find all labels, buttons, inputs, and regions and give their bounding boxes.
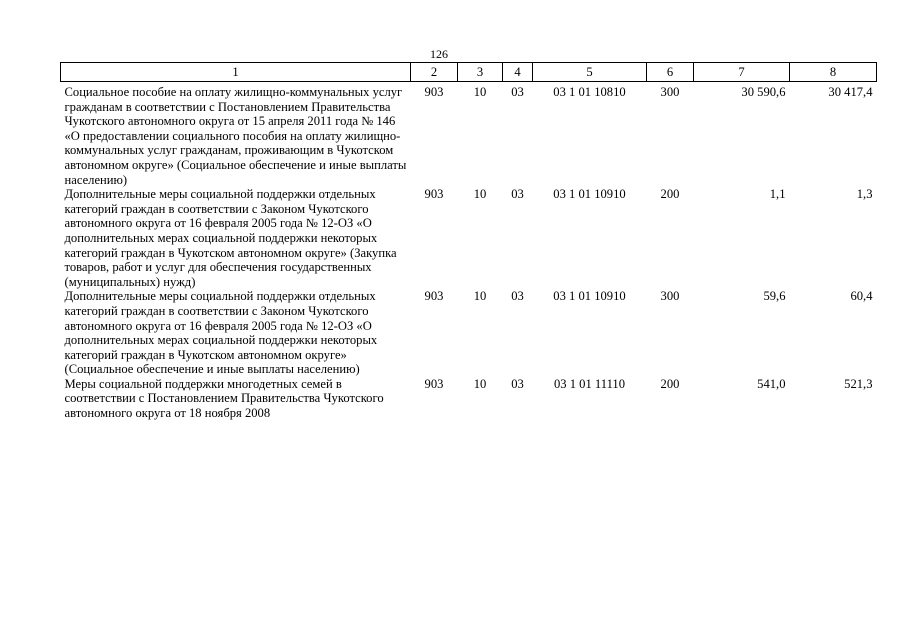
column-header: 7 [694, 63, 790, 82]
column-header: 8 [790, 63, 877, 82]
target-article-code: 03 1 01 10810 [553, 85, 626, 99]
section-code: 10 [473, 85, 487, 99]
ministry-code: 903 [424, 376, 444, 391]
column-header: 2 [411, 63, 458, 82]
page-number: 126 [430, 47, 448, 61]
section-code: 10 [473, 289, 487, 304]
amount-column-7: 59,6 [763, 289, 786, 304]
section-code: 10 [473, 187, 487, 202]
column-header: 3 [458, 63, 503, 82]
subsection-code: 03 [511, 85, 524, 99]
target-article-code: 03 1 01 10910 [553, 289, 626, 304]
ministry-code: 903 [424, 187, 444, 202]
table-row [61, 377, 877, 421]
budget-table [60, 62, 877, 421]
expense-type-code: 300 [660, 85, 680, 99]
table-row [61, 187, 877, 289]
target-article-code: 03 1 01 11110 [553, 376, 625, 391]
amount-column-8: 30 417,4 [828, 85, 873, 99]
table-row [61, 82, 877, 188]
ministry-code: 903 [424, 85, 444, 99]
row-description: Дополнительные меры социальной поддержки отдельных категорий граждан в соответствии с Законом Чукотского автономного округа от 16 февраля 2005 года № 12-ОЗ «О дополнительных мерах социальной поддержки некоторых категорий граждан в Чукотском автономном округе» (Социальное обеспечение и иные выплаты населению) [64, 289, 378, 377]
amount-column-7: 30 590,6 [741, 85, 786, 99]
subsection-code: 03 [511, 187, 524, 202]
amount-column-8: 60,4 [850, 289, 873, 304]
row-description: Дополнительные меры социальной поддержки отдельных категорий граждан в соответствии с Законом Чукотского автономного округа от 16 февраля 2005 года № 12-ОЗ «О дополнительных мерах социальной поддержки некоторых категорий граждан в Чукотском автономном округе» (Закупка товаров, работ и услуг для обеспечения государственных (муниципальных) нужд) [64, 187, 397, 289]
section-code: 10 [473, 376, 487, 391]
amount-column-7: 541,0 [757, 376, 786, 391]
expense-type-code: 300 [660, 289, 680, 304]
target-article-code: 03 1 01 10910 [553, 187, 626, 202]
expense-type-code: 200 [660, 187, 680, 202]
column-header: 5 [533, 63, 647, 82]
row-description: Социальное пособие на оплату жилищно-коммунальных услуг гражданам в соответствии с Постановлением Правительства Чукотского автономного округа от 15 апреля 2011 года № 146 «О предоставлении социального пособия на оплату жилищно-коммунальных услуг гражданам, проживающим в Чукотском автономном округе» (Социальное обеспечение и иные выплаты населению) [64, 85, 407, 187]
amount-column-8: 1,3 [856, 187, 873, 202]
row-description: Меры социальной поддержки многодетных семей в соответствии с Постановлением Правительства Чукотского автономного округа от 18 ноября 2008 [64, 376, 384, 421]
subsection-code: 03 [511, 289, 524, 304]
column-header: 1 [61, 63, 411, 82]
subsection-code: 03 [511, 376, 524, 391]
column-header: 6 [647, 63, 694, 82]
expense-type-code: 200 [660, 376, 680, 391]
column-header: 4 [503, 63, 533, 82]
ministry-code: 903 [424, 289, 444, 304]
table-row [61, 289, 877, 377]
amount-column-7: 1,1 [769, 187, 786, 202]
amount-column-8: 521,3 [844, 376, 873, 391]
table-header-row [61, 63, 877, 82]
